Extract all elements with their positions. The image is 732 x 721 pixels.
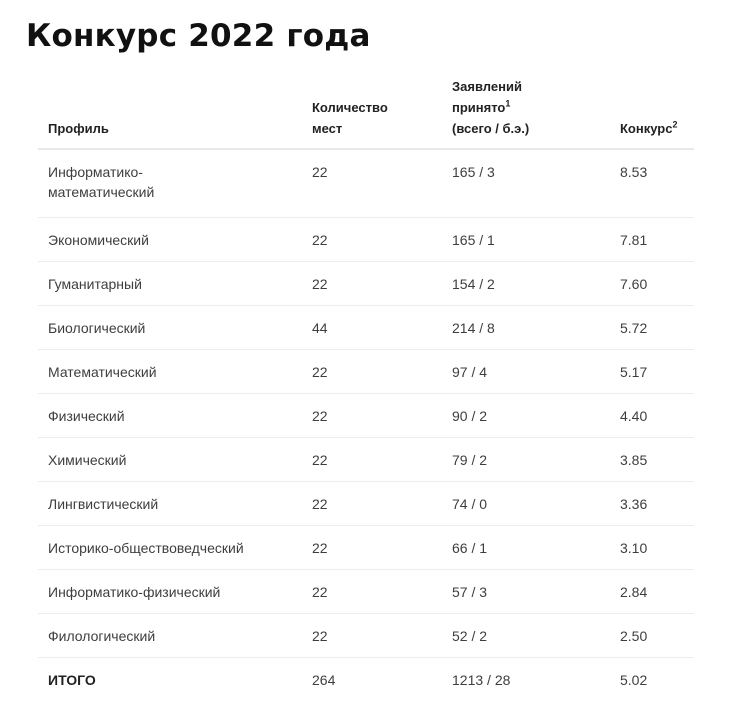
header-contest-text: Конкурс bbox=[620, 121, 673, 136]
cell-contest: 2.50 bbox=[610, 613, 694, 657]
cell-applications: 90 / 2 bbox=[442, 393, 610, 437]
cell-applications: 74 / 0 bbox=[442, 481, 610, 525]
total-places: 264 bbox=[312, 671, 336, 688]
cell-profile: Филологический bbox=[38, 613, 302, 657]
cell-contest: 5.17 bbox=[610, 349, 694, 393]
page-title: Конкурс 2022 года bbox=[26, 18, 371, 54]
table-row bbox=[38, 149, 694, 217]
cell-contest: 4.40 bbox=[610, 393, 694, 437]
header-profile bbox=[38, 76, 302, 149]
cell-applications: 154 / 2 bbox=[442, 261, 610, 305]
cell-contest: 5.72 bbox=[610, 305, 694, 349]
cell-places: 22 bbox=[302, 393, 442, 437]
cell-profile: Биологический bbox=[38, 305, 302, 349]
table-row bbox=[38, 393, 694, 437]
header-applications bbox=[442, 76, 610, 149]
cell-applications: 66 / 1 bbox=[442, 525, 610, 569]
table-row bbox=[38, 305, 694, 349]
cell-places: 22 bbox=[302, 525, 442, 569]
cell-profile: Лингвистический bbox=[38, 481, 302, 525]
header-places-line1: Количество bbox=[312, 100, 388, 115]
cell-applications: 57 / 3 bbox=[442, 569, 610, 613]
cell-profile: Гуманитарный bbox=[38, 261, 302, 305]
header-applications-line3: (всего / б.э.) bbox=[452, 121, 530, 136]
cell-profile: Физический bbox=[38, 393, 302, 437]
cell-applications: 97 / 4 bbox=[442, 349, 610, 393]
table-row bbox=[38, 217, 694, 261]
table-row bbox=[38, 613, 694, 657]
table-body bbox=[38, 149, 694, 701]
cell-contest: 8.53 bbox=[610, 149, 694, 217]
cell-places: 22 bbox=[302, 217, 442, 261]
cell-profile: Информатико-физический bbox=[38, 569, 302, 613]
table-row bbox=[38, 525, 694, 569]
header-applications-line2 bbox=[452, 97, 602, 118]
header-places bbox=[302, 76, 442, 149]
cell-places: 22 bbox=[302, 349, 442, 393]
cell-profile-line1: Информатико- bbox=[48, 164, 143, 180]
table-row bbox=[38, 349, 694, 393]
total-label: ИТОГО bbox=[48, 671, 96, 688]
cell-places: 44 bbox=[302, 305, 442, 349]
cell-applications: 214 / 8 bbox=[442, 305, 610, 349]
table-row bbox=[38, 437, 694, 481]
cell-profile: Экономический bbox=[38, 217, 302, 261]
table-row bbox=[38, 481, 694, 525]
header-contest bbox=[610, 76, 694, 149]
cell-applications: 79 / 2 bbox=[442, 437, 610, 481]
cell-profile bbox=[38, 149, 302, 217]
cell-places: 22 bbox=[302, 437, 442, 481]
cell-profile: Историко-обществоведческий bbox=[38, 525, 302, 569]
header-applications-line2-text: принято bbox=[452, 100, 506, 115]
cell-applications: 52 / 2 bbox=[442, 613, 610, 657]
header-applications-line1: Заявлений bbox=[452, 79, 522, 94]
table-header bbox=[38, 76, 694, 149]
header-row bbox=[38, 76, 694, 149]
header-contest-label bbox=[620, 118, 686, 139]
total-applications: 1213 / 28 bbox=[452, 671, 511, 688]
header-places-line2: мест bbox=[312, 121, 343, 136]
footnote-marker-1: 1 bbox=[505, 98, 511, 109]
contest-table bbox=[38, 76, 694, 701]
cell-profile: Математический bbox=[38, 349, 302, 393]
cell-contest: 3.85 bbox=[610, 437, 694, 481]
cell-places: 22 bbox=[302, 261, 442, 305]
cell-places: 22 bbox=[302, 613, 442, 657]
cell-contest: 2.84 bbox=[610, 569, 694, 613]
table-row bbox=[38, 261, 694, 305]
table-row bbox=[38, 569, 694, 613]
cell-applications: 165 / 1 bbox=[442, 217, 610, 261]
cell-places: 22 bbox=[302, 569, 442, 613]
cell-contest: 7.81 bbox=[610, 217, 694, 261]
footnote-marker-2: 2 bbox=[672, 119, 678, 130]
cell-contest: 3.36 bbox=[610, 481, 694, 525]
cell-places: 22 bbox=[302, 481, 442, 525]
total-contest: 5.02 bbox=[620, 671, 648, 688]
cell-applications: 165 / 3 bbox=[442, 149, 610, 217]
header-profile-label: Профиль bbox=[48, 121, 109, 136]
cell-contest: 7.60 bbox=[610, 261, 694, 305]
total-row bbox=[38, 657, 694, 701]
cell-places: 22 bbox=[302, 149, 442, 217]
cell-profile: Химический bbox=[38, 437, 302, 481]
cell-contest: 3.10 bbox=[610, 525, 694, 569]
cell-profile-line2: математический bbox=[48, 184, 155, 200]
